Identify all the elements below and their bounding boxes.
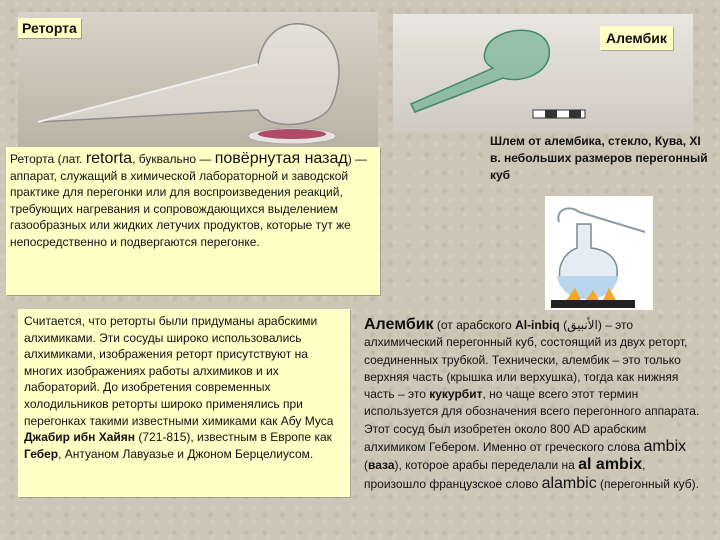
alembic-title: Алембик (600, 26, 673, 50)
alembic-term: Алембик (364, 316, 434, 333)
distillation-flask-image (545, 196, 653, 310)
alembic-caption: Шлем от алембика, стекло, Кува, XI в. небольших размеров перегонный куб (490, 134, 708, 182)
definition-prefix: Реторта (лат. (10, 152, 86, 166)
history-part1: Считается, что реторты были придуманы арабскими алхимиками. Эти сосуды широко использовались алхимиками, изображения реторт присутствуют на многих изображениях работы алхимиков и их лабораторий. До изобретения современных холодильников реторты широко применялись при перегонках такими известными химиками как Абу Муса (24, 314, 334, 428)
definition-term2: повёрнутая назад (214, 150, 348, 167)
retort-definition (6, 147, 380, 295)
alembic-arabic-latin: Al-inbiq (515, 318, 560, 332)
retort-title: Реторта (18, 18, 81, 38)
alembic-p3: , но чаще всего этот термин используется для обозначения всего перегонного аппарата. Этот сосуд был изобретен около 800 AD арабским алхимиком Гебером. Именно от греческого слова (364, 387, 700, 455)
alembic-p1: (от арабского (433, 318, 516, 332)
history-part3: , Антуаном Лавуазье и Джоном Берцелиусом. (58, 446, 314, 461)
definition-mid: , буквально — (132, 152, 215, 166)
alembic-description (364, 316, 706, 493)
alembic-p4: ( (364, 458, 368, 473)
alembic-arabic: (الأنبيق) (563, 318, 602, 332)
alembic-p7: (перегонный куб). (596, 476, 699, 491)
history-bold1: Джабир ибн Хайян (24, 430, 136, 445)
alembic-bold1: кукурбит (429, 387, 483, 402)
alembic-p5: ), которое арабы переделали на (394, 458, 579, 473)
history-part2: (721-815), известным в Европе как (135, 430, 332, 445)
history-bold2: Гебер (24, 446, 59, 461)
alembic-big1: ambix (643, 438, 687, 456)
retort-history (18, 309, 350, 497)
alembic-p6: , произошло французское слово (364, 458, 646, 491)
definition-rest: ) — аппарат, служащий в химической лабораторной и заводской практике для перегонки или для воспроизведения реакций, требующих нагревания и сопровождающихся выделением газообразных или жидких летучих продуктов, которые тут же непосредственно и подвергаются перегонке. (10, 152, 368, 249)
definition-term: retorta (85, 150, 133, 167)
alembic-big3: alambic (541, 474, 597, 492)
alembic-bold2: ваза (368, 458, 395, 473)
alembic-big2: al ambix (578, 456, 643, 474)
alembic-p2: – это алхимический перегонный куб, состоящий из двух реторт, соединенных трубкой. Технически, алембик – это только верхняя часть (крышка или верхушка), тогда как нижняя часть – это (364, 318, 688, 402)
